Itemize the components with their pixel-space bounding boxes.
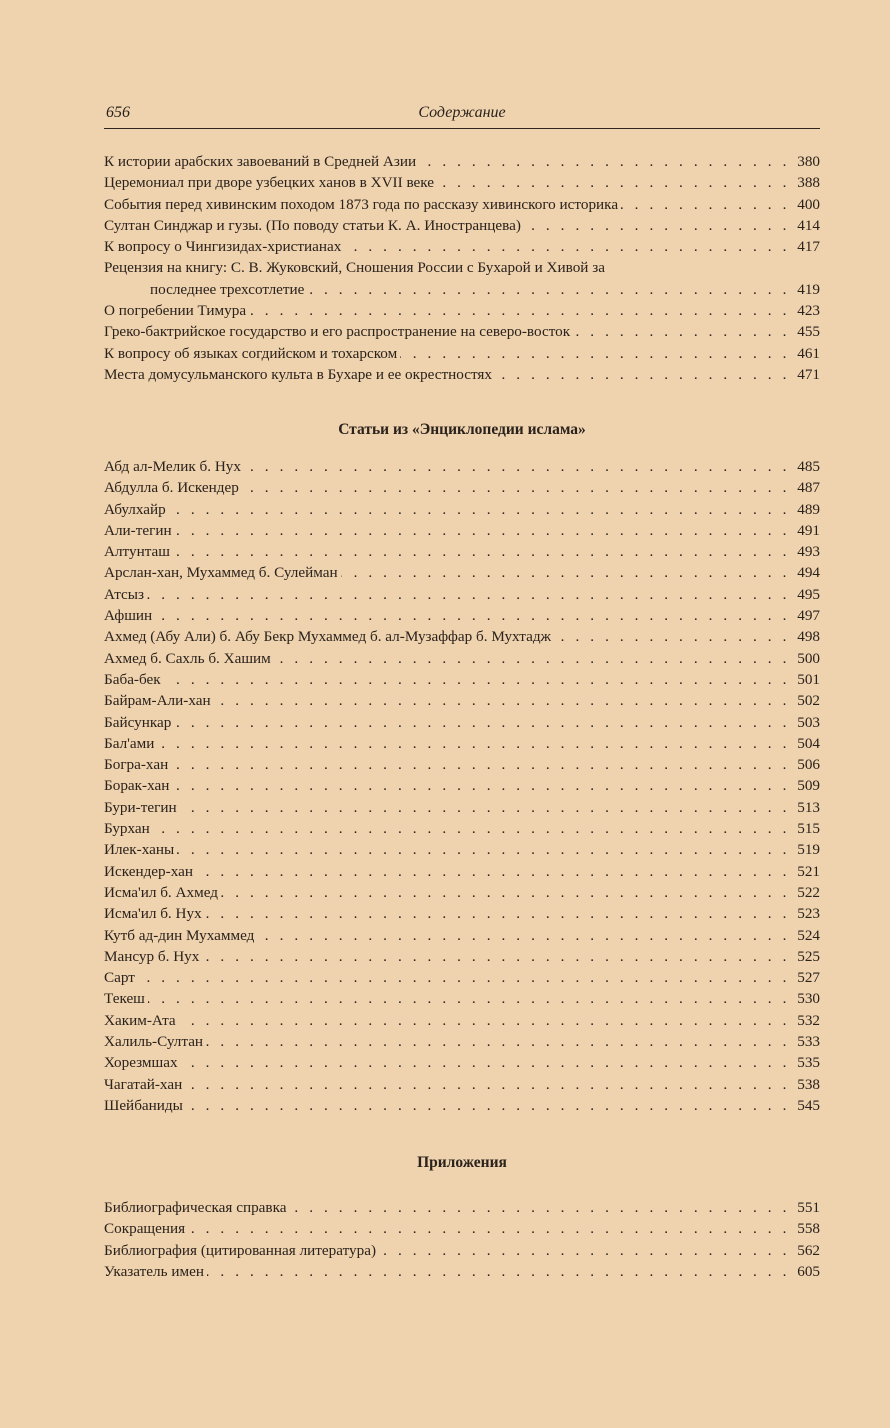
dot-leader: [157, 733, 790, 754]
dot-leader: [138, 967, 790, 988]
toc-section-encyclopedia: [104, 456, 820, 1116]
toc-entry-title: К вопросу об языках согдийском и тохарском: [104, 344, 398, 362]
toc-entry-page: 513: [797, 798, 820, 816]
toc-entry[interactable]: [104, 925, 820, 946]
toc-entry-page: 527: [797, 969, 820, 987]
toc-entry-title: О погребении Тимура: [104, 302, 247, 320]
toc-entry-title: Али-тегин: [104, 521, 172, 539]
toc-entry[interactable]: [104, 499, 820, 520]
toc-entry-title: Султан Синджар и гузы. (По поводу статьи К. А. Иностранцева): [104, 216, 521, 234]
toc-entry[interactable]: [104, 1240, 820, 1261]
toc-entry-title: Сарт: [104, 969, 135, 987]
toc-entry-title: Указатель имен: [104, 1262, 204, 1280]
toc-entry-title: К вопросу о Чингизидах-христианах: [104, 238, 342, 256]
toc-entry-title: Илек-ханы: [104, 841, 175, 859]
dot-leader: [419, 151, 790, 172]
dot-leader: [164, 669, 790, 690]
toc-entry-page: 515: [797, 820, 820, 838]
toc-entry-page: 471: [797, 365, 820, 383]
toc-section-appendices: [104, 1197, 820, 1282]
dot-leader: [214, 690, 790, 711]
toc-entry-title: Арслан-хан, Мухаммед б. Сулейман: [104, 564, 338, 582]
toc-entry-title: Библиография (цитированная литература): [104, 1241, 377, 1259]
toc-entry-title: Чагатай-хан: [104, 1075, 183, 1093]
dot-leader: [307, 279, 790, 300]
toc-entry-title: События перед хивинским походом 1873 года по рассказу хивинского историка: [104, 195, 619, 213]
toc-entry[interactable]: [104, 456, 820, 477]
toc-entry-page: 521: [797, 862, 820, 880]
dot-leader: [206, 1031, 790, 1052]
toc-entry-title: Афшин: [104, 607, 153, 625]
toc-entry-page: 491: [797, 521, 820, 539]
page-number: 656: [106, 104, 130, 121]
dot-leader: [186, 1095, 790, 1116]
dot-leader: [524, 215, 790, 236]
dot-leader: [205, 903, 790, 924]
toc-entry[interactable]: [104, 151, 820, 172]
section-heading-appendices: Приложения: [417, 1154, 507, 1171]
toc-entry[interactable]: [104, 967, 820, 988]
toc-entry-title: Бал'ами: [104, 734, 155, 752]
toc-entry[interactable]: [104, 733, 820, 754]
toc-entry[interactable]: [104, 712, 820, 733]
dot-leader: [244, 456, 790, 477]
toc-entry-title: Байрам-Али-хан: [104, 692, 211, 710]
toc-entry[interactable]: [104, 562, 820, 583]
toc-entry-page: 522: [797, 883, 820, 901]
dot-leader: [185, 1074, 790, 1095]
toc-entry-page: 562: [797, 1241, 820, 1259]
toc-entry-title: Кутб ад-дин Мухаммед: [104, 926, 255, 944]
toc-entry-page: 461: [797, 344, 820, 362]
toc-entry-page: 605: [797, 1262, 820, 1280]
toc-entry[interactable]: [104, 648, 820, 669]
toc-entry-page: 535: [797, 1054, 820, 1072]
dot-leader: [177, 839, 790, 860]
toc-entry-page: 493: [797, 543, 820, 561]
toc-entry[interactable]: [104, 605, 820, 626]
toc-entry-title: Мансур б. Нух: [104, 947, 200, 965]
toc-entry-page: 400: [797, 195, 820, 213]
toc-entry-page: 485: [797, 458, 820, 475]
toc-entry[interactable]: [104, 1218, 820, 1239]
toc-entry-title: Ахмед б. Сахль б. Хашим: [104, 649, 271, 667]
dot-leader: [179, 1010, 790, 1031]
toc-entry-title: Алтунташ: [104, 543, 170, 561]
toc-entry[interactable]: [104, 279, 820, 300]
toc-entry-title: Церемониал при дворе узбецких ханов в XVII веке: [104, 174, 435, 192]
dot-leader: [155, 605, 790, 626]
toc-entry[interactable]: [104, 1197, 820, 1218]
toc-entry[interactable]: [104, 257, 820, 278]
toc-entry-page: 525: [797, 947, 820, 965]
toc-entry-title: К истории арабских завоеваний в Средней Азии: [104, 153, 417, 170]
toc-entry-page: 523: [797, 905, 820, 923]
toc-entry[interactable]: [104, 903, 820, 924]
dot-leader: [289, 1197, 790, 1218]
toc-entry[interactable]: [104, 946, 820, 967]
toc-entry-page: 509: [797, 777, 820, 795]
toc-entry[interactable]: [104, 300, 820, 321]
toc-entry[interactable]: [104, 797, 820, 818]
toc-entry-page: 500: [797, 649, 820, 667]
toc-entry[interactable]: [104, 818, 820, 839]
toc-entry[interactable]: [104, 236, 820, 257]
dot-leader: [180, 797, 790, 818]
dot-leader: [249, 300, 790, 321]
toc-entry-page: 498: [797, 628, 820, 646]
dot-leader: [175, 520, 790, 541]
dot-leader: [554, 626, 790, 647]
page-header: [104, 104, 820, 129]
toc-entry-title: Шейбаниды: [104, 1096, 183, 1114]
dot-leader: [171, 754, 790, 775]
dot-leader: [148, 988, 790, 1009]
dot-leader: [341, 562, 790, 583]
toc-entry-page: 494: [797, 564, 820, 582]
toc-entry[interactable]: [104, 861, 820, 882]
toc-entry[interactable]: [104, 839, 820, 860]
toc-entry-page: 455: [797, 323, 820, 341]
toc-entry-page: 419: [797, 280, 820, 298]
toc-entry-title: Халиль-Султан: [104, 1033, 204, 1051]
toc-entry-page: 506: [797, 756, 820, 774]
toc-entry[interactable]: [104, 669, 820, 690]
toc-entry-title: последнее трехсотлетие: [150, 280, 305, 298]
toc-entry-page: 503: [797, 713, 820, 731]
toc-entry-page: 538: [797, 1075, 820, 1093]
toc-entry[interactable]: [104, 690, 820, 711]
dot-leader: [147, 584, 790, 605]
toc-entry-title: Ахмед (Абу Али) б. Абу Бекр Мухаммед б. ал-Музаффар б. Мухтадж: [104, 628, 552, 646]
toc-entry-page: 388: [797, 174, 820, 192]
dot-leader: [196, 861, 790, 882]
toc-entry[interactable]: [104, 882, 820, 903]
dot-leader: [172, 775, 790, 796]
dot-leader: [573, 321, 790, 342]
toc-entry-page: 417: [797, 238, 820, 256]
toc-entry-title: Рецензия на книгу: С. В. Жуковский, Сношения России с Бухарой и Хивой за: [104, 259, 605, 277]
running-title: Содержание: [418, 104, 506, 121]
dot-leader: [207, 1261, 790, 1282]
toc-entry-title: Хорезмшах: [104, 1054, 178, 1072]
dot-leader: [169, 499, 790, 520]
toc-entry-page: 495: [797, 585, 820, 603]
dot-leader: [242, 477, 790, 498]
toc-entry[interactable]: [104, 988, 820, 1009]
toc-entry-title: Бури-тегин: [104, 798, 177, 816]
toc-entry[interactable]: [104, 1095, 820, 1116]
toc-entry-title: Богра-хан: [104, 756, 169, 774]
toc-entry-title: Бурхан: [104, 820, 150, 838]
toc-entry-page: 524: [797, 926, 820, 944]
toc-entry-title: Библиографическая справка: [104, 1199, 287, 1216]
dot-leader: [274, 648, 790, 669]
toc-entry[interactable]: [104, 172, 820, 193]
toc-entry-page: 533: [797, 1033, 820, 1051]
toc-section-articles: [104, 151, 820, 385]
toc-entry-title: Исма'ил б. Нух: [104, 905, 202, 923]
dot-leader: [344, 236, 790, 257]
toc-entry-page: 545: [797, 1096, 820, 1114]
toc-entry[interactable]: [104, 1031, 820, 1052]
toc-entry-page: 519: [797, 841, 820, 859]
section-heading-encyclopedia: Статьи из «Энциклопедии ислама»: [338, 421, 586, 438]
toc-entry-page: 380: [797, 153, 820, 170]
toc-entry-title: Абд ал-Мелик б. Нух: [104, 458, 241, 475]
toc-entry-page: 489: [797, 500, 820, 518]
toc-entry-title: Текеш: [104, 990, 145, 1008]
toc-entry-page: 414: [797, 216, 820, 234]
dot-leader: [437, 172, 790, 193]
toc-entry-title: Баба-бек: [104, 670, 161, 688]
toc-entry-page: 501: [797, 670, 820, 688]
toc-entry[interactable]: [104, 754, 820, 775]
toc-entry-page: 497: [797, 607, 820, 625]
dot-leader: [174, 712, 790, 733]
toc-entry-title: Абдулла б. Искендер: [104, 479, 239, 497]
toc-entry[interactable]: [104, 1074, 820, 1095]
dot-leader: [495, 364, 790, 385]
toc-entry-title: Абулхайр: [104, 500, 166, 518]
dot-leader: [202, 946, 790, 967]
toc-entry[interactable]: [104, 1052, 820, 1073]
toc-entry[interactable]: [104, 584, 820, 605]
dot-leader: [181, 1052, 790, 1073]
dot-leader: [621, 194, 790, 215]
toc-entry-page: 530: [797, 990, 820, 1008]
toc-entry-title: Места домусульманского культа в Бухаре и ее окрестностях: [104, 365, 492, 383]
toc-entry[interactable]: [104, 520, 820, 541]
toc-entry-page: 423: [797, 302, 820, 320]
toc-entry-title: Байсункар: [104, 713, 172, 731]
toc-entry[interactable]: [104, 194, 820, 215]
dot-leader: [400, 343, 790, 364]
toc-entry-title: Атсыз: [104, 585, 144, 603]
toc-entry-page: 551: [797, 1199, 820, 1216]
toc-entry-page: 504: [797, 734, 820, 752]
toc-entry-title: Сокращения: [104, 1220, 186, 1238]
dot-leader: [379, 1240, 790, 1261]
toc-entry[interactable]: [104, 775, 820, 796]
dot-leader: [221, 882, 790, 903]
toc-entry-title: Исма'ил б. Ахмед: [104, 883, 218, 901]
toc-entry[interactable]: [104, 1261, 820, 1282]
toc-entry[interactable]: [104, 321, 820, 342]
toc-entry[interactable]: [104, 626, 820, 647]
toc-entry-page: 487: [797, 479, 820, 497]
toc-entry[interactable]: [104, 477, 820, 498]
toc-entry-page: 532: [797, 1011, 820, 1029]
toc-entry-title: Искендер-хан: [104, 862, 193, 880]
toc-entry-page: 502: [797, 692, 820, 710]
toc-entry[interactable]: [104, 215, 820, 236]
dot-leader: [257, 925, 790, 946]
toc-entry[interactable]: [104, 541, 820, 562]
toc-entry-title: Хаким-Ата: [104, 1011, 176, 1029]
toc-entry[interactable]: [104, 343, 820, 364]
dot-leader: [153, 818, 790, 839]
toc-entry-title: Греко-бактрийское государство и его распространение на северо-восток: [104, 323, 571, 341]
dot-leader: [188, 1218, 790, 1239]
toc-entry[interactable]: [104, 364, 820, 385]
dot-leader: [173, 541, 790, 562]
toc-entry-page: 558: [797, 1220, 820, 1238]
toc-entry[interactable]: [104, 1010, 820, 1031]
toc-entry-title: Борак-хан: [104, 777, 170, 795]
